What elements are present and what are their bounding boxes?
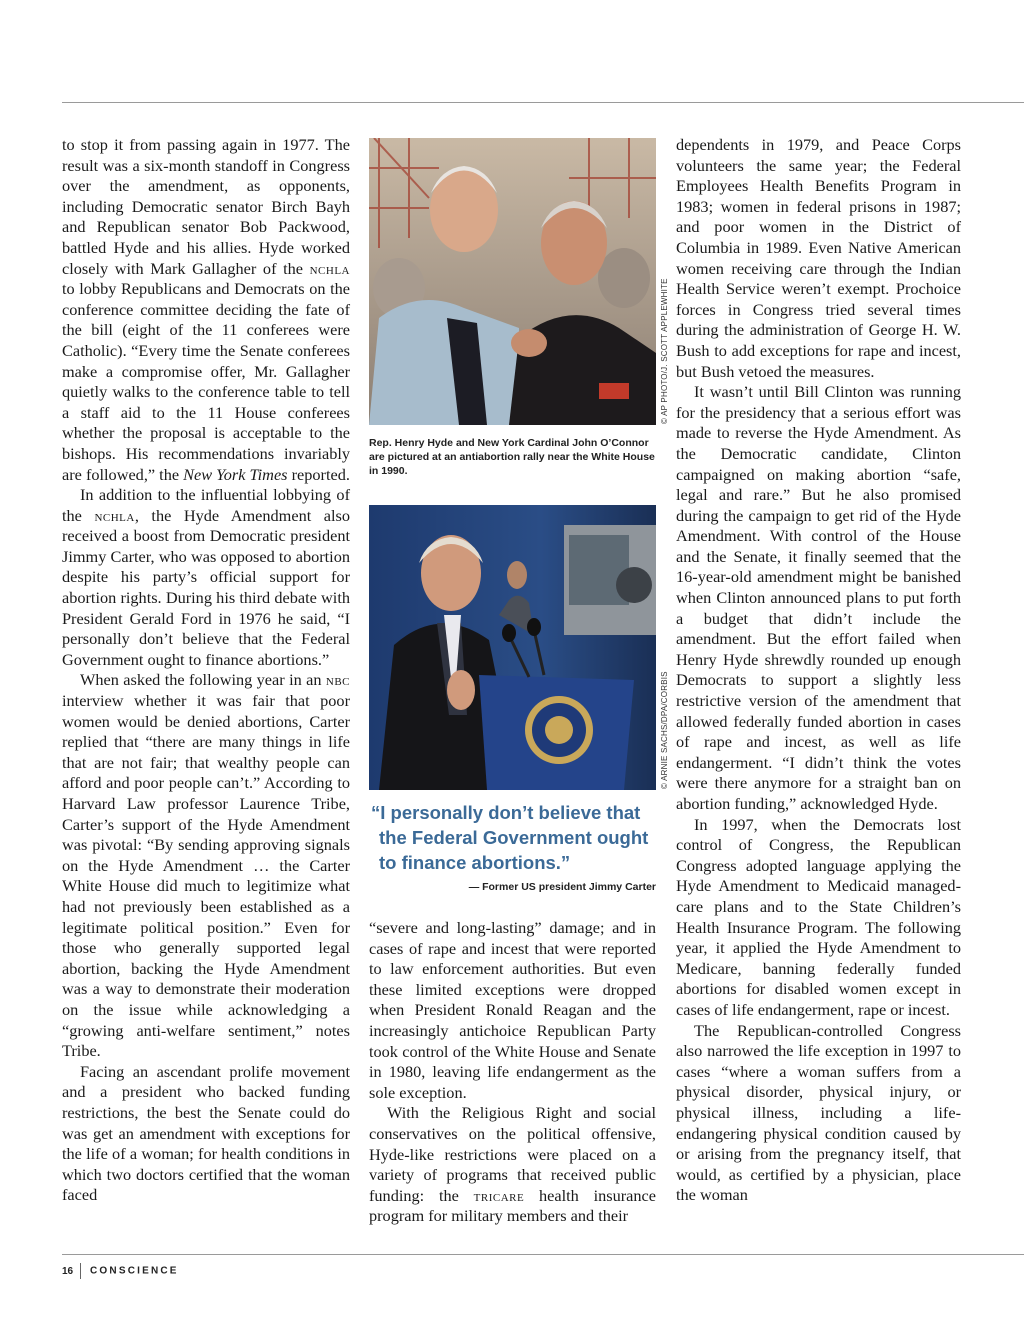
article-column-1 xyxy=(62,135,350,1206)
paragraph: In 1997, when the Democrats lost control of Congress, the Republican Congress adopted language applying the Hyde Amendment to Medicaid managed-care plans and to the State Children’s Health Insurance Program. The following year, it applied the Hyde Amendment to Medicare, banning federally funded abortions for disabled women except in cases of life endangerment, rape or incest. xyxy=(676,814,961,1019)
photo-caption: Rep. Henry Hyde and New York Cardinal John O’Connor are pictured at an antiabortion rally near the White House in 1990. xyxy=(369,437,655,477)
photo-hyde-oconnor xyxy=(369,138,656,425)
article-column-2 xyxy=(369,918,656,1227)
pull-quote-text: “I personally don’t believe that the Federal Government ought to finance abortions.” xyxy=(371,802,649,873)
article-column-3 xyxy=(676,135,961,1206)
program-acronym: tricare xyxy=(473,1185,525,1205)
pull-quote xyxy=(369,800,656,875)
page-number: 16 xyxy=(62,1265,74,1277)
paragraph: Facing an ascendant prolife movement and a president who backed funding restrictions, the best the Senate could do was get an amendment with exceptions for the life of a woman; for health conditions in which two doctors certified that the woman faced xyxy=(62,1061,350,1205)
paragraph: With the Religious Right and social conservatives on the political offensive, Hyde-like restrictions were placed on a variety of programs that received public funding: the tricare health insurance program for military members and their xyxy=(369,1103,656,1226)
paragraph: When asked the following year in an nbc interview whether it was fair that poor women would be denied abortions, Carter replied that “there are many things in life that are not fair; that wealthy people can afford and poor people can’t.” According to Harvard Law professor Laurence Tribe, Carter’s support of the Hyde Amendment was pivotal: “By sending approving signals on the Hyde Amendment … the Carter White House did much to legitimize what had not previously been established as a legitimate political position.” Even for those who generally supported legal abortion, backing the Hyde Amendment was a way to demonstrate their moderation on the issue while acknowledging a “growing anti-welfare sentiment,” notes Tribe. xyxy=(62,670,350,1061)
paragraph: It wasn’t until Bill Clinton was running for the presidency that a serious effort was made to reverse the Hyde Amendment. As the Democratic candidate, Clinton campaigned on making abortion “safe, legal and rare.” But he also promised during the campaign to get rid of the Hyde Amendment. With control of the House and the Senate, it finally seemed that the 16-year-old amendment might be banished when Clinton announced plans to put forth a budget that didn’t include the amendment. But the effort failed when Henry Hyde shrewdly rounded up enough Democrats to support a slightly less restrictive version of the amendment that allowed federally funded abortion in cases of rape and incest, as well as life endangerment. “I didn’t think the votes were there anymore for a straight ban on abortion funding,” acknowledged Hyde. xyxy=(676,382,961,813)
photo-credit: © AP PHOTO/J. SCOTT APPLEWHITE xyxy=(660,278,669,424)
org-acronym: nchla xyxy=(94,505,135,525)
paragraph: to stop it from passing again in 1977. The result was a six-month standoff in Congress over the amendment, as opponents, including Democratic senator Birch Bayh and Republican senator Bob Packwood, battled Hyde and his allies. Hyde worked closely with Mark Gallagher of the nchla to lobby Republicans and Democrats on the conference committee deciding the fate of the bill (eight of the 11 conferees were Catholic). “Every time the Senate conferees make a compromise offer, Mr. Gallagher quietly walks to the conference table to tell a staff aid to the 11 House conferees whether the proposal is acceptable to the bishops. His recommendations invariably are followed,” the New York Times reported. xyxy=(62,135,350,484)
paragraph: dependents in 1979, and Peace Corps volunteers the same year; the Federal Employees Health Benefits Program in 1983; women in federal prisons in 1987; and poor women in the District of Columbia in 1989. Even Native American women receiving care through the Indian Health Service weren’t exempt. Prochoice forces in Congress tried several times during the administration of George H. W. Bush to add exceptions for rape and incest, but Bush vetoed the measures. xyxy=(676,135,961,381)
paragraph: “severe and long-lasting” damage; and in cases of rape and incest that were reported to law enforcement authorities. But even these limited exceptions were dropped when President Ronald Reagan and the increasingly antichoice Republican Party took control of the White House and Senate in 1980, leaving life endangerment as the sole exception. xyxy=(369,918,656,1102)
publication-name: New York Times xyxy=(183,464,288,484)
paragraph: The Republican-controlled Congress also narrowed the life exception in 1997 to cases “where a woman suffers from a physical disorder, physical injury, or physical illness, including a life-endangering physical condition caused by or arising from the pregnancy itself, that would, as certified by a physician, place the woman xyxy=(676,1020,961,1205)
photo-hyde-oconnor-image xyxy=(369,138,656,425)
photo-jimmy-carter-image xyxy=(369,505,656,790)
magazine-name: CONSCIENCE xyxy=(90,1265,179,1277)
pull-quote-attribution: — Former US president Jimmy Carter xyxy=(468,881,656,893)
page-footer xyxy=(62,1263,179,1279)
org-acronym: nchla xyxy=(309,258,350,278)
photo-jimmy-carter xyxy=(369,505,656,790)
footer-divider xyxy=(80,1263,81,1279)
org-acronym: nbc xyxy=(325,670,350,690)
top-rule xyxy=(62,102,1024,103)
paragraph: In addition to the influential lobbying of the nchla, the Hyde Amendment also received a boost from Democratic president Jimmy Carter, who was opposed to abortion despite his party’s official support for abortion rights. During his third debate with President Gerald Ford in 1976 he said, “I personally don’t believe that the Federal Government ought to finance abortions.” xyxy=(62,485,350,669)
bottom-rule xyxy=(62,1254,1024,1255)
photo-credit: © ARNIE SACHS/DPA/CORBIS xyxy=(660,671,669,789)
